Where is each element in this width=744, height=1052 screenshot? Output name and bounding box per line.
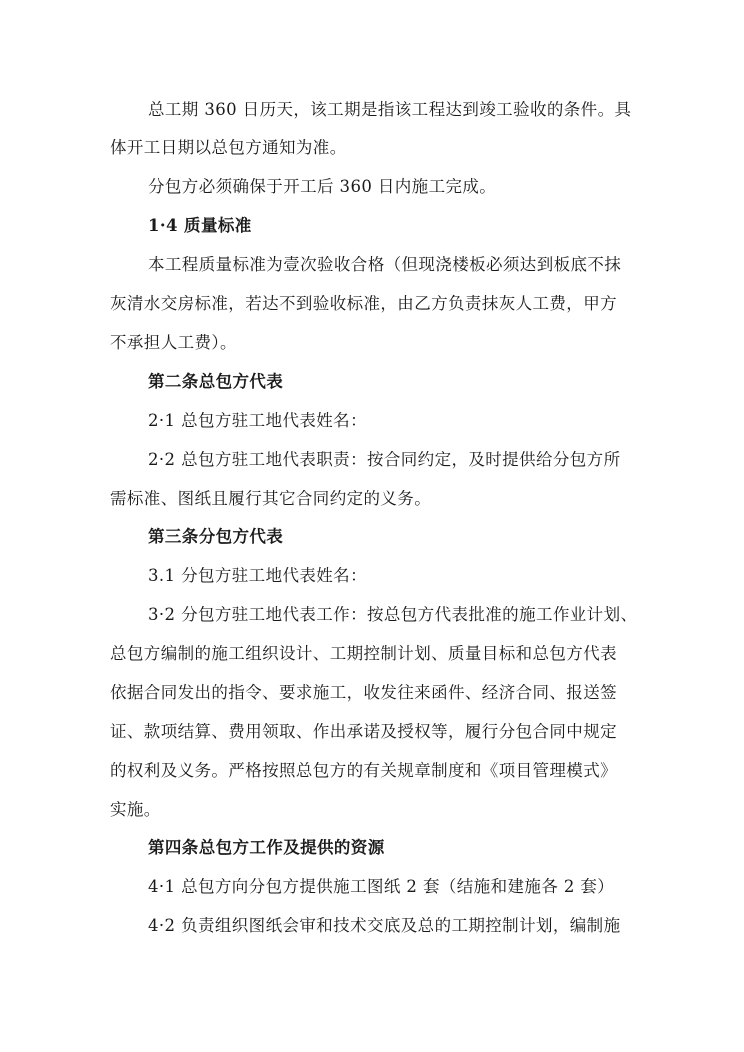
text-line: 2·1 总包方驻工地代表姓名： [148, 411, 367, 430]
text-line: 2·2 总包方驻工地代表职责：按合同约定，及时提供给分包方所 [148, 450, 621, 469]
section-heading: 1·4 质量标准 [148, 216, 252, 235]
text-line: 依据合同发出的指令、要求施工，收发往来函件、经济合同、报送签 [110, 683, 617, 702]
text-line: 分包方必须确保于开工后 360 日内施工完成。 [148, 177, 497, 196]
text-line: 4·2 负责组织图纸会审和技术交底及总的工期控制计划，编制施 [148, 916, 621, 935]
text-line: 3·2 分包方驻工地代表工作：按总包方代表批准的施工作业计划、 [148, 605, 638, 624]
article-heading: 第三条分包方代表 [148, 527, 284, 546]
article-heading: 第二条总包方代表 [148, 372, 284, 391]
text-line: 需标准、图纸且履行其它合同约定的义务。 [110, 489, 432, 508]
article-heading: 第四条总包方工作及提供的资源 [148, 838, 385, 857]
text-line: 本工程质量标准为壹次验收合格（但现浇楼板必须达到板底不抹 [148, 255, 622, 274]
text-line: 3.1 分包方驻工地代表姓名： [148, 566, 367, 585]
text-line: 的权利及义务。严格按照总包方的有关规章制度和《项目管理模式》 [110, 761, 617, 780]
text-line: 总工期 360 日历天，该工期是指该工程达到竣工验收的条件。具 [148, 100, 632, 119]
text-line: 证、款项结算、费用领取、作出承诺及授权等，履行分包合同中规定 [110, 722, 617, 741]
text-line: 实施。 [110, 800, 161, 819]
text-line: 体开工日期以总包方通知为准。 [110, 138, 347, 157]
text-line: 4·1 总包方向分包方提供施工图纸 2 套（结施和建施各 2 套） [148, 877, 615, 896]
text-line: 灰清水交房标准，若达不到验收标准，由乙方负责抹灰人工费，甲方 [110, 294, 617, 313]
text-line: 不承担人工费）。 [110, 333, 237, 352]
text-line: 总包方编制的施工组织设计、工期控制计划、质量目标和总包方代表 [110, 644, 617, 663]
